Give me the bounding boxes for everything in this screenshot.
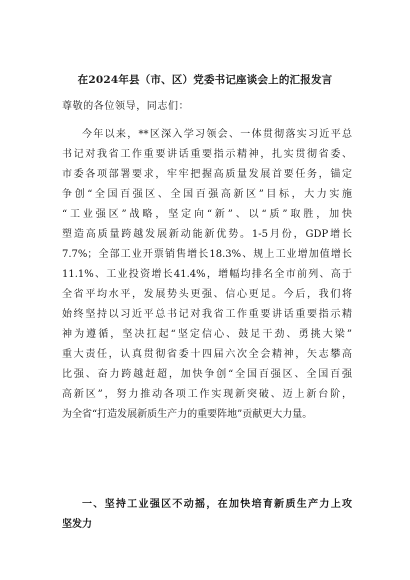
paragraph-line: 争创“全国百强区、全国百强高新区”目标，大力实施 <box>62 189 352 200</box>
section-heading-line: 坚发力 <box>62 519 92 530</box>
paragraph-line: 11.1%、工业投资增长41.4%，增幅均排名全市前列、高于 <box>62 269 352 280</box>
paragraph-line: 7.7%；全部工业开票销售增长18.3%、规上工业增加值增长 <box>62 249 352 260</box>
intro-paragraph <box>62 128 352 428</box>
salutation: 尊敬的各位领导，同志们： <box>62 101 190 112</box>
section-heading-line: 一、坚持工业强区不动摇，在加快培育新质生产力上攻 <box>82 499 352 510</box>
paragraph-line: 市委各项部署要求，牢牢把握高质量发展首要任务，锚定 <box>62 169 352 180</box>
paragraph-line: 全省平均水平，发展势头更强、信心更足。今后，我们将 <box>62 289 352 300</box>
paragraph-line: 为全省“打造发展新质生产力的重要阵地”贡献更大力量。 <box>62 409 313 420</box>
paragraph-line: 重大责任，认真贯彻省委十四届六次全会精神，矢志攀高 <box>62 349 352 360</box>
paragraph-line: 始终坚持以习近平总书记对我省工作重要讲话重要指示精 <box>62 309 352 320</box>
paragraph-line: 塑造高质量跨越发展新动能新优势。1-5月份，GDP增长 <box>62 229 352 240</box>
paragraph-line: “工业强区”战略，坚定向“新”、以“质”取胜，加快 <box>62 209 352 220</box>
paragraph-line: 比强、奋力跨越赶超，加快争创“全国百强区、全国百强 <box>62 369 352 380</box>
section-heading <box>62 498 352 538</box>
paragraph-line: 神为遵循，坚决扛起“坚定信心、鼓足干劲、勇挑大梁” <box>62 329 352 340</box>
paragraph-line: 书记对我省工作重要讲话重要指示精神，扎实贯彻省委、 <box>62 149 352 160</box>
paragraph-line: 今年以来，**区深入学习领会、一体贯彻落实习近平总 <box>82 129 352 140</box>
paragraph-line: 高新区”，努力推动各项工作实现新突破、迈上新台阶， <box>62 389 352 400</box>
document-title: 在2024年县（市、区）党委书记座谈会上的汇报发言 <box>77 74 333 86</box>
